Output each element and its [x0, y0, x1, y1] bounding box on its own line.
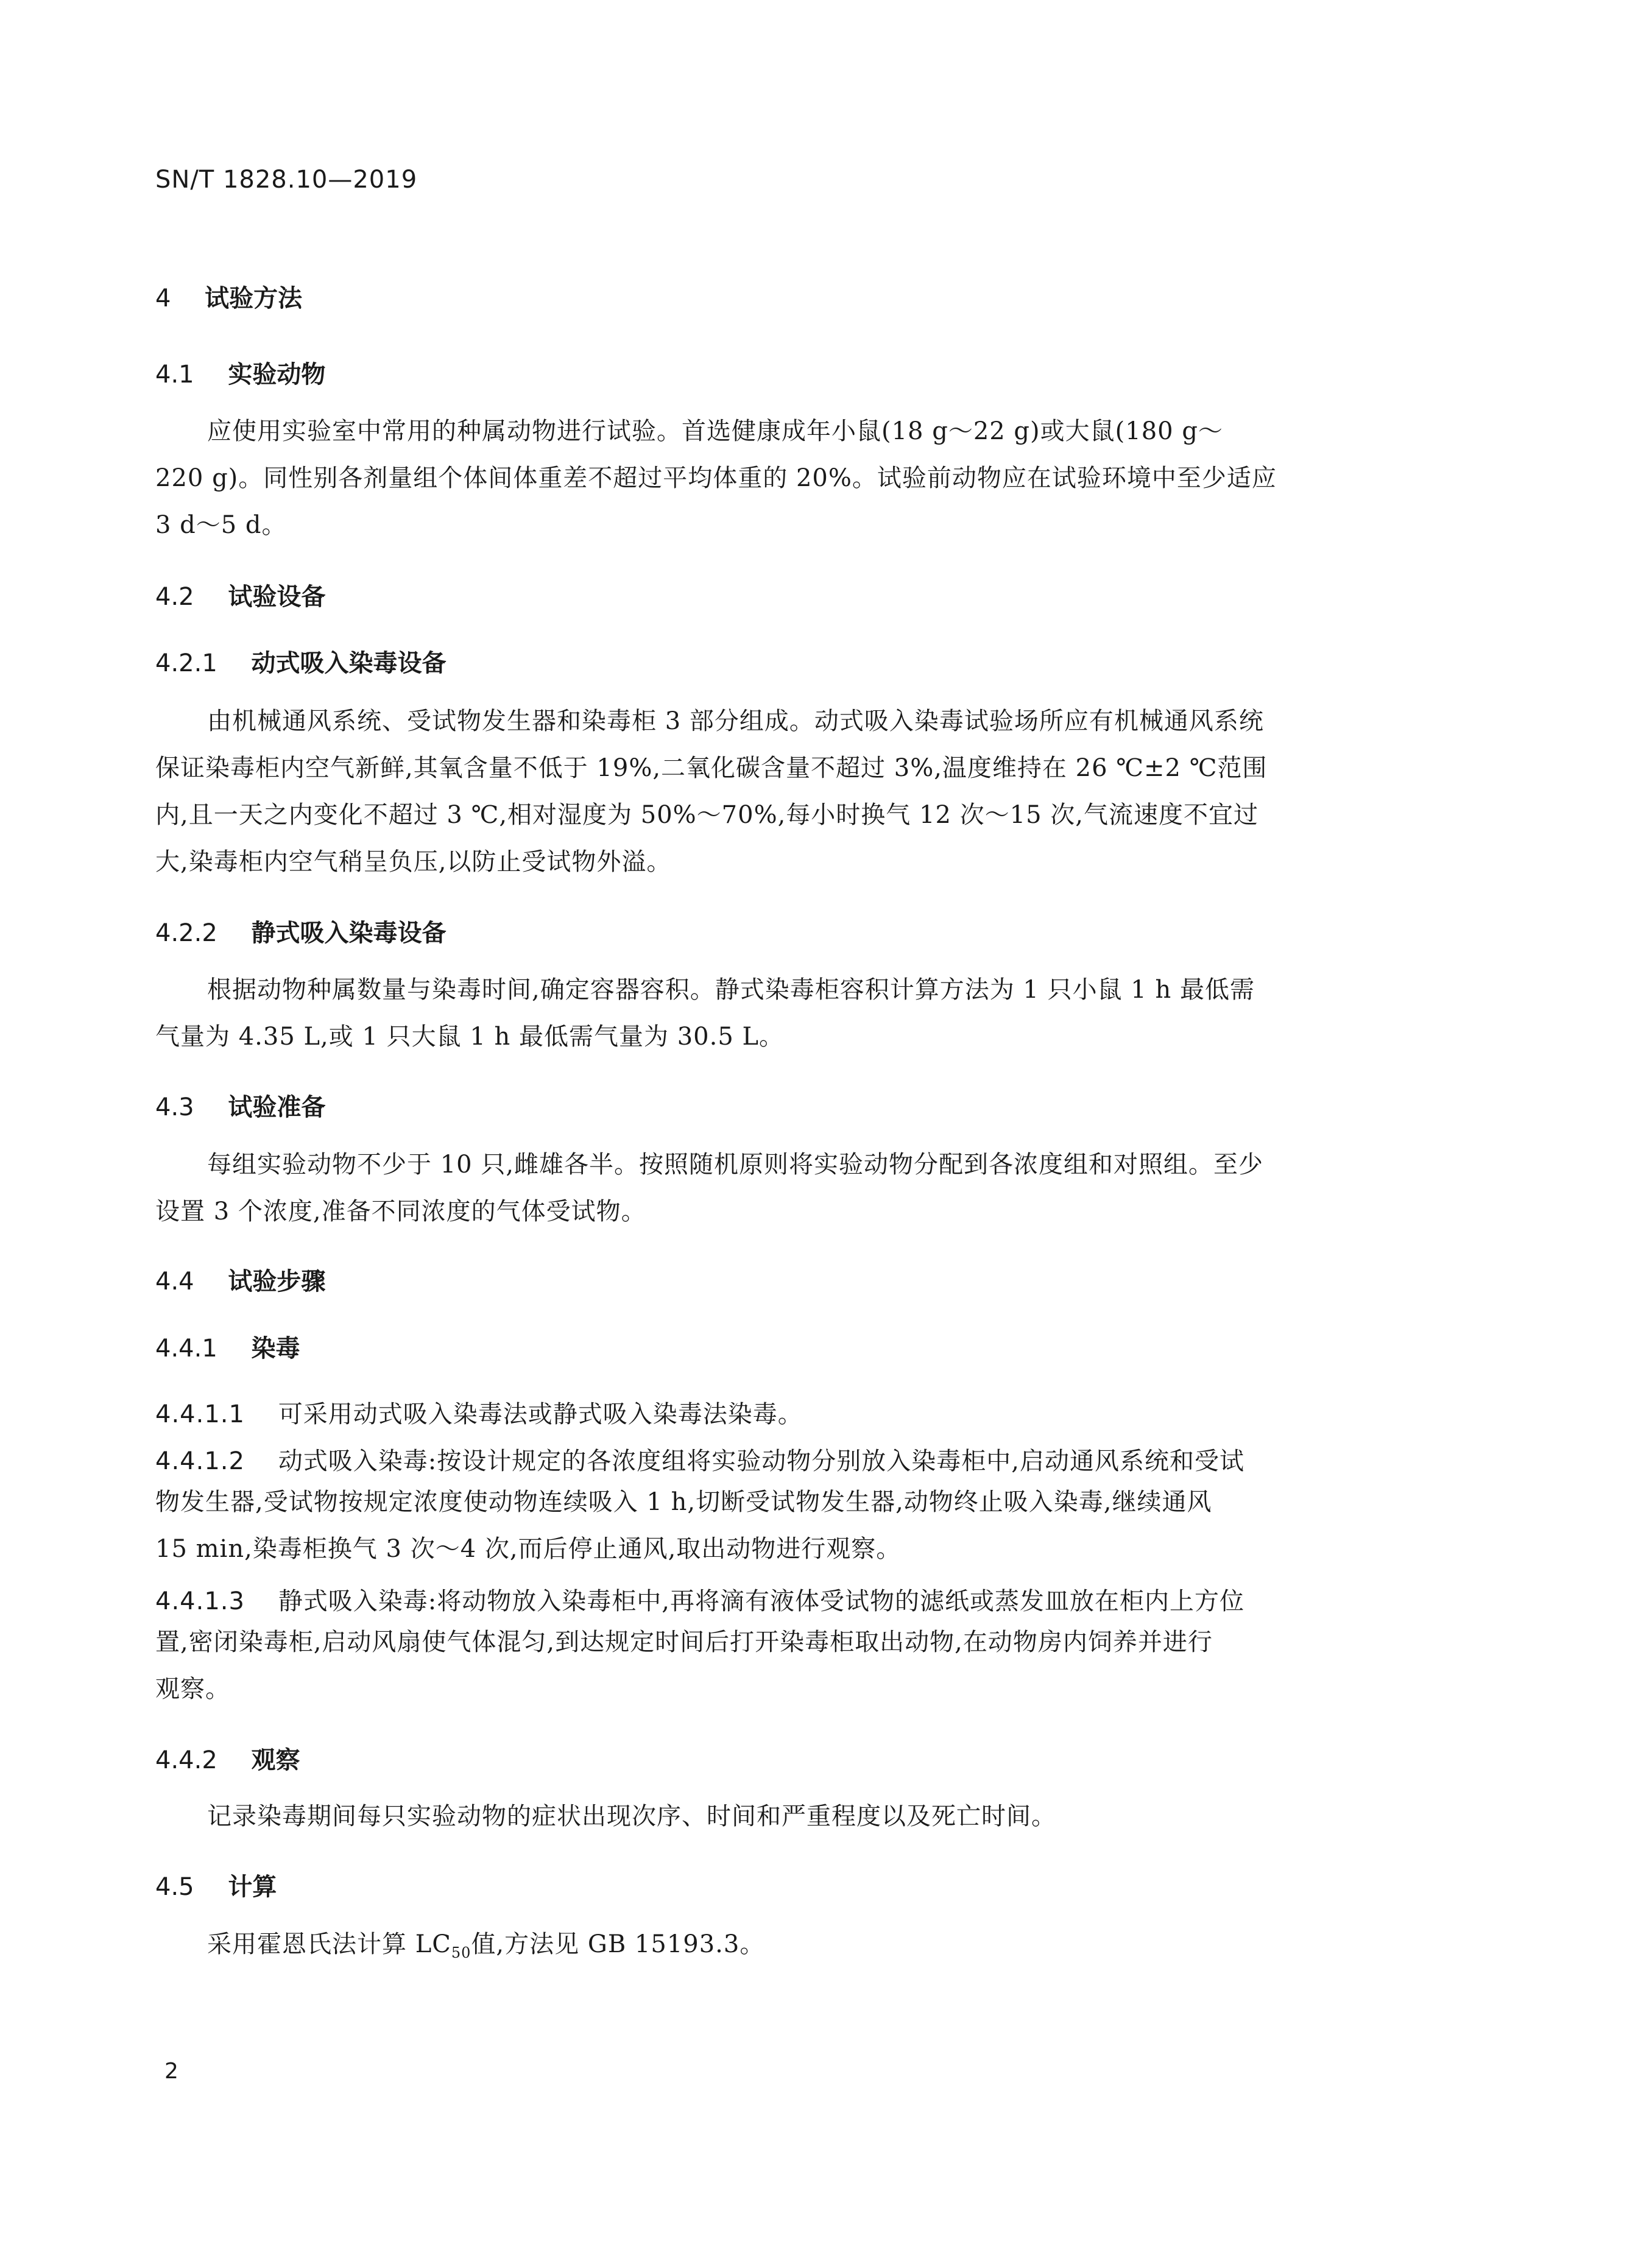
heading-4-4 — [155, 1262, 325, 1297]
clause-4-4-1-3-line-3: 观察。 — [155, 1675, 230, 1703]
heading-4-5-title: 计算 — [228, 1873, 277, 1901]
para-4-4-2: 记录染毒期间每只实验动物的症状出现次序、时间和严重程度以及死亡时间。 — [207, 1802, 1056, 1830]
heading-4-2-title: 试验设备 — [228, 583, 326, 611]
heading-4-4-number: 4.4 — [155, 1268, 194, 1296]
heading-4-4-1-title: 染毒 — [251, 1335, 300, 1363]
clause-4-4-1-2-number: 4.4.1.2 — [155, 1447, 245, 1475]
heading-4-4-title: 试验步骤 — [228, 1268, 326, 1296]
clause-4-4-1-1-number: 4.4.1.1 — [155, 1400, 245, 1428]
heading-4-2 — [155, 577, 325, 612]
clause-4-4-1-2-line-2: 物发生器,受试物按规定浓度使动物连续吸入 1 h,切断受试物发生器,动物终止吸入染毒,继续通风 — [155, 1488, 1212, 1516]
heading-4-number: 4 — [155, 284, 171, 312]
para-4-5 — [207, 1921, 764, 1977]
heading-4-2-2-title: 静式吸入染毒设备 — [251, 919, 447, 947]
para-4-3-line-1: 每组实验动物不少于 10 只,雌雄各半。按照随机原则将实验动物分配到各浓度组和对照组。至少 — [207, 1151, 1264, 1179]
clause-4-4-1-3 — [155, 1582, 1244, 1617]
heading-4-3 — [155, 1088, 325, 1123]
para-4-2-1-line-2: 保证染毒柜内空气新鲜,其氧含量不低于 19%,二氧化碳含量不超过 3%,温度维持在 26 ℃±2 ℃范围 — [155, 754, 1268, 782]
heading-4-1-title: 实验动物 — [228, 361, 326, 389]
para-4-3-line-2: 设置 3 个浓度,准备不同浓度的气体受试物。 — [155, 1198, 646, 1226]
heading-4-2-1-number: 4.2.1 — [155, 649, 217, 677]
heading-4-1 — [155, 355, 325, 390]
clause-4-4-1-2-line-1: 动式吸入染毒:按设计规定的各浓度组将实验动物分别放入染毒柜中,启动通风系统和受试 — [278, 1447, 1245, 1475]
para-4-2-2-line-2: 气量为 4.35 L,或 1 只大鼠 1 h 最低需气量为 30.5 L。 — [155, 1023, 785, 1051]
clause-4-4-1-1 — [155, 1395, 803, 1430]
heading-4-4-2 — [155, 1741, 300, 1776]
standard-header: SN/T 1828.10—2019 — [155, 166, 418, 194]
heading-4-4-1-number: 4.4.1 — [155, 1335, 217, 1363]
heading-4-4-2-number: 4.4.2 — [155, 1746, 217, 1774]
heading-4-title: 试验方法 — [205, 284, 303, 312]
heading-4-4-2-title: 观察 — [251, 1746, 300, 1774]
heading-4-2-2 — [155, 914, 446, 948]
heading-4-1-number: 4.1 — [155, 361, 194, 389]
lc50-subscript: 50 — [451, 1944, 471, 1961]
clause-4-4-1-3-number: 4.4.1.3 — [155, 1587, 245, 1615]
heading-4-5 — [155, 1868, 277, 1902]
para-4-1-line-3: 3 d～5 d。 — [155, 511, 287, 539]
para-4-2-1-line-3: 内,且一天之内变化不超过 3 ℃,相对湿度为 50%～70%,每小时换气 12 次～15 次,气流速度不宜过 — [155, 801, 1258, 829]
para-4-1-line-2: 220 g)。同性别各剂量组个体间体重差不超过平均体重的 20%。试验前动物应在试验环境中至少适应 — [155, 464, 1277, 492]
heading-4-2-1-title: 动式吸入染毒设备 — [251, 649, 447, 677]
heading-4-2-number: 4.2 — [155, 583, 194, 611]
para-4-5-after: 值,方法见 GB 15193.3。 — [471, 1930, 765, 1958]
para-4-2-1-line-4: 大,染毒柜内空气稍呈负压,以防止受试物外溢。 — [155, 848, 672, 876]
heading-4-5-number: 4.5 — [155, 1873, 194, 1901]
heading-4-4-1 — [155, 1329, 300, 1364]
clause-4-4-1-3-line-1: 静式吸入染毒:将动物放入染毒柜中,再将滴有液体受试物的滤纸或蒸发皿放在柜内上方位 — [278, 1587, 1245, 1615]
heading-4-2-1 — [155, 644, 446, 679]
heading-4-3-number: 4.3 — [155, 1093, 194, 1121]
para-4-2-2-line-1: 根据动物种属数量与染毒时间,确定容器容积。静式染毒柜容积计算方法为 1 只小鼠 1 h 最低需 — [207, 976, 1255, 1004]
page-number: 2 — [164, 2059, 178, 2084]
para-4-1-line-1: 应使用实验室中常用的种属动物进行试验。首选健康成年小鼠(18 g～22 g)或大鼠(180 g～ — [207, 417, 1223, 445]
heading-4 — [155, 279, 302, 314]
clause-4-4-1-2 — [155, 1442, 1244, 1476]
para-4-5-before: 采用霍恩氏法计算 LC — [207, 1930, 451, 1958]
clause-4-4-1-3-line-2: 置,密闭染毒柜,启动风扇使气体混匀,到达规定时间后打开染毒柜取出动物,在动物房内饲养并进行 — [155, 1628, 1213, 1656]
clause-4-4-1-1-text: 可采用动式吸入染毒法或静式吸入染毒法染毒。 — [278, 1400, 803, 1428]
heading-4-2-2-number: 4.2.2 — [155, 919, 217, 947]
para-4-2-1-line-1: 由机械通风系统、受试物发生器和染毒柜 3 部分组成。动式吸入染毒试验场所应有机械通风系统 — [207, 707, 1264, 735]
clause-4-4-1-2-line-3: 15 min,染毒柜换气 3 次～4 次,而后停止通风,取出动物进行观察。 — [155, 1535, 902, 1563]
heading-4-3-title: 试验准备 — [228, 1093, 326, 1121]
